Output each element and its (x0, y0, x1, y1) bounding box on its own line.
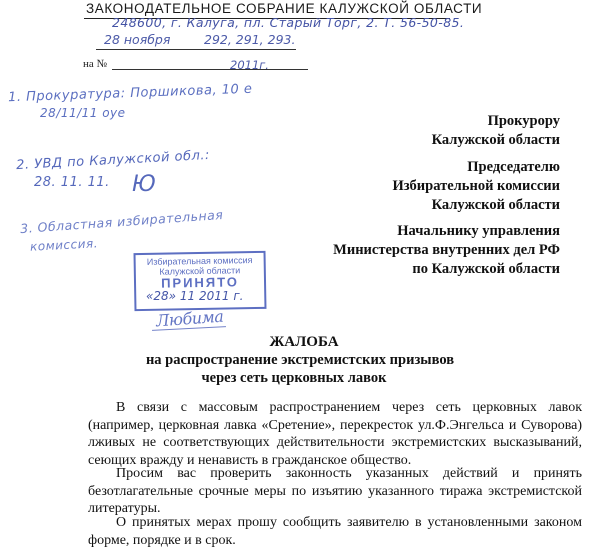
addressee-line: Министерства внутренних дел РФ (333, 242, 560, 258)
resolution-1-line-2: 28/11/11 оуе (40, 106, 126, 120)
addressee-line: Калужской области (431, 132, 560, 148)
letterhead-address: 248600, г. Калуга, пл. Старый Торг, 2. Т. 56-50-85. (112, 15, 465, 30)
document-title: ЖАЛОБА (269, 334, 339, 350)
addressee-election-commission (392, 158, 560, 215)
number-line (112, 69, 308, 70)
addressee-prosecutor (432, 112, 560, 150)
letter-numbers: 292, 291, 293. (204, 32, 296, 47)
document-subtitle-1: на распространение экстремистских призывов (145, 352, 455, 368)
body-paragraph-3: О принятых мерах прошу сообщить заявителю в установленными законом форме, порядке и в срок. (88, 515, 582, 548)
resolution-2-line-2: 28. 11. 11. (34, 175, 110, 190)
document-subtitle-2: через сеть церковных лавок (201, 370, 387, 386)
addressee-line: по Калужской области (412, 261, 560, 277)
body-paragraph-1: В связи с массовым распространением через сеть церковных лавок (например, церковная лавка «Сретение», перекресток ул.Ф.Энгельса и Суворова) лживых не соответствующих действительности экстремистских высказываний, сеющих вражду и ненависть в гражданское общество. (88, 400, 582, 468)
receiver-signature: Любима (155, 306, 224, 331)
stamp-accepted: ПРИНЯТО (160, 274, 240, 291)
stamp-line-1: Избирательная комиссия (146, 255, 253, 267)
body-paragraph-2: Просим вас проверить законность указанных действий и принять безотлагательные срочные меры по изъятию указанного тиража экстремистской литературы. (88, 466, 582, 516)
letterhead-title: ЗАКОНОДАТЕЛЬНОЕ СОБРАНИЕ КАЛУЖСКОЙ ОБЛАСТИ (86, 1, 483, 16)
resolution-2-signature: Ю (132, 172, 157, 197)
resolution-2-line-1: 2. УВД по Калужской обл.: (15, 147, 211, 174)
resolution-1-line-1: 1. Прокуратура: Поршикова, 10 е (7, 81, 253, 106)
addressee-line: Избирательной комиссии (392, 178, 560, 194)
stamp-line-2: Калужской области (159, 265, 241, 277)
addressee-line: Калужской области (431, 197, 560, 213)
addressee-interior-ministry (333, 222, 560, 279)
reply-number-label: на № (83, 58, 108, 70)
addressee-line: Прокурору (487, 113, 560, 129)
stamp-date: «28» 11 2011 г. (146, 289, 244, 303)
addressee-line: Председателю (467, 159, 560, 175)
resolution-3-line-1: 3. Областная избирательная (19, 206, 224, 237)
addressee-line: Начальнику управления (397, 223, 560, 239)
resolution-3-line-2: комиссия. (29, 236, 99, 254)
letter-year: 2011г. (230, 58, 269, 72)
letter-date: 28 ноября (104, 32, 171, 47)
date-line (96, 49, 296, 50)
